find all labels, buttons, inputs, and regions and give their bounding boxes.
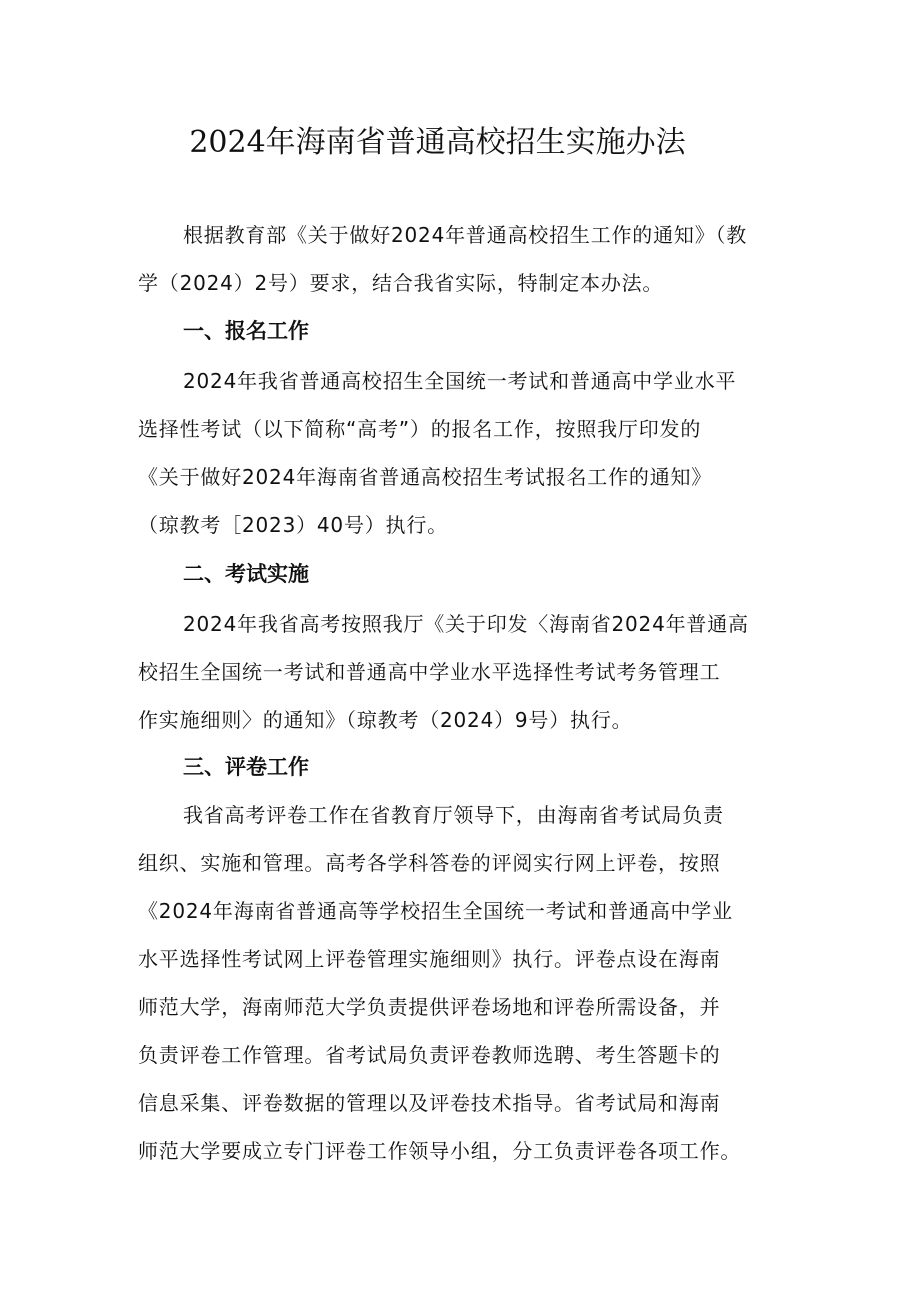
section-3-line-2: 组织、实施和管理。高考各学科答卷的评阅实行网上评卷，按照	[138, 851, 721, 875]
section-heading-exam: 二、考试实施	[183, 562, 309, 586]
section-1-line-2: 选择性考试（以下简称“高考”）的报名工作，按照我厅印发的	[138, 417, 702, 441]
section-3-line-3: 《2024年海南省普通高等学校招生全国统一考试和普通高中学业	[138, 899, 733, 923]
intro-line-1: 根据教育部《关于做好2024年普通高校招生工作的通知》（教	[183, 223, 748, 247]
document-title: 2024年海南省普通高校招生实施办法	[189, 125, 686, 160]
section-2-line-1: 2024年我省高考按照我厅《关于印发〈海南省2024年普通高	[183, 612, 749, 636]
section-3-line-5: 师范大学，海南师范大学负责提供评卷场地和评卷所需设备，并	[138, 995, 721, 1019]
section-heading-registration: 一、报名工作	[183, 319, 309, 343]
section-2-line-2: 校招生全国统一考试和普通高中学业水平选择性考试考务管理工	[138, 660, 721, 684]
section-3-line-7: 信息采集、评卷数据的管理以及评卷技术指导。省考试局和海南	[138, 1091, 721, 1115]
section-3-line-8: 师范大学要成立专门评卷工作领导小组，分工负责评卷各项工作。	[138, 1139, 742, 1163]
section-2-line-3: 作实施细则〉的通知》（琼教考（2024）9号）执行。	[138, 708, 633, 732]
intro-line-2: 学（2024）2号）要求，结合我省实际，特制定本办法。	[138, 271, 664, 295]
section-3-line-1: 我省高考评卷工作在省教育厅领导下，由海南省考试局负责	[183, 803, 724, 827]
section-1-line-1: 2024年我省普通高校招生全国统一考试和普通高中学业水平	[183, 369, 737, 393]
section-heading-grading: 三、评卷工作	[183, 755, 309, 779]
section-3-line-6: 负责评卷工作管理。省考试局负责评卷教师选聘、考生答题卡的	[138, 1043, 721, 1067]
section-1-line-3: 《关于做好2024年海南省普通高校招生考试报名工作的通知》	[138, 465, 713, 489]
section-1-line-4: （琼教考［2023）40号）执行。	[138, 513, 448, 537]
section-3-line-4: 水平选择性考试网上评卷管理实施细则》执行。评卷点设在海南	[138, 947, 721, 971]
